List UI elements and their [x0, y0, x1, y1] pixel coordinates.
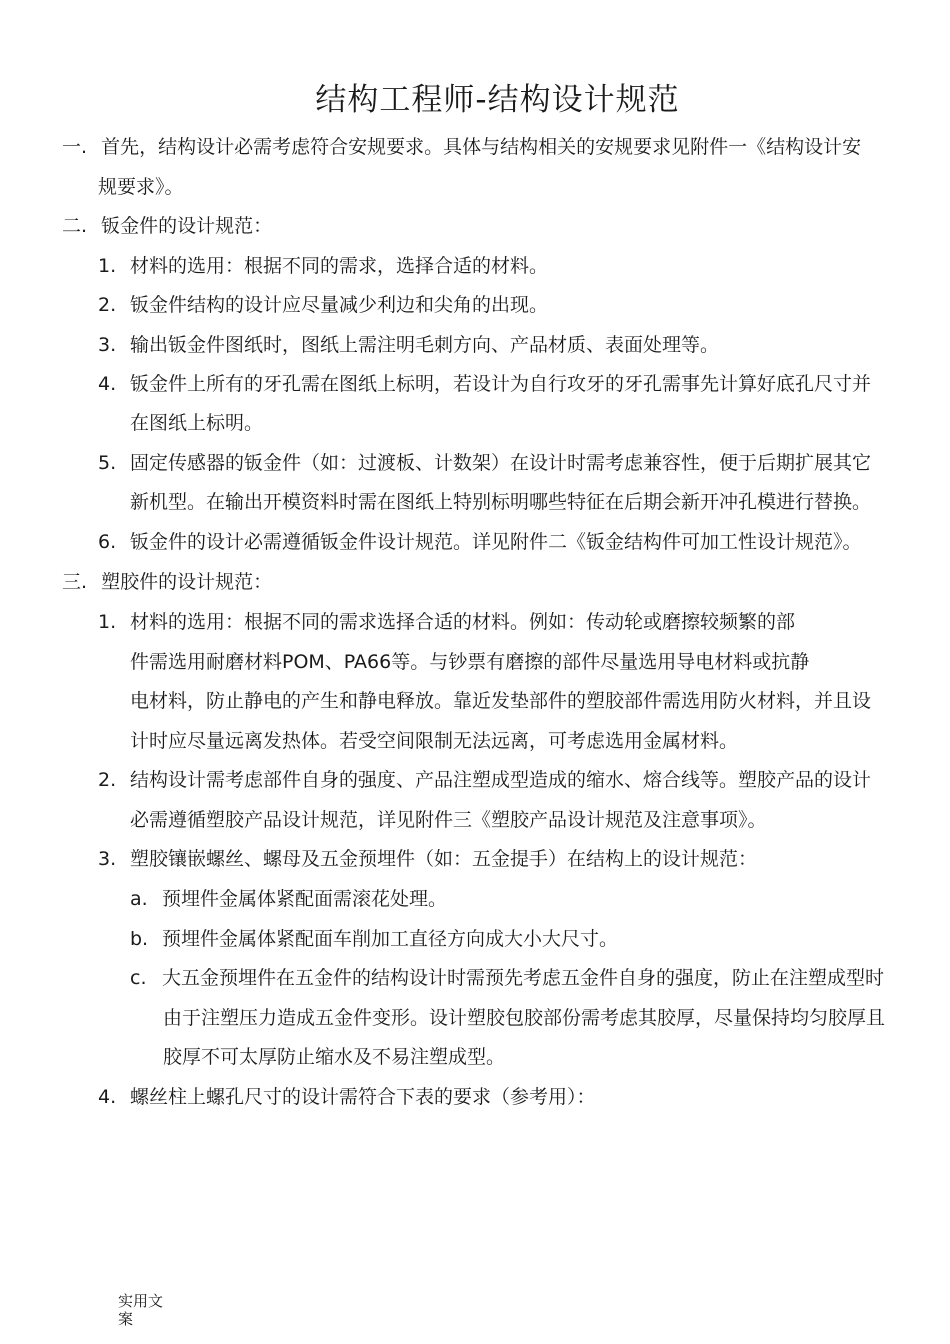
- list-item-text: 固定传感器的钣金件（如：过渡板、计数架）在设计时需考虑兼容性，便于后期扩展其它: [130, 452, 872, 474]
- s2-item-4: [98, 372, 871, 396]
- s3-item-1-cont-3: 计时应尽量远离发热体。若受空间限制无法远离，可考虑选用金属材料。: [130, 730, 739, 752]
- sublist-letter: c.: [130, 967, 147, 989]
- section-1-text: 首先，结构设计必需考虑符合安规要求。具体与结构相关的安规要求见附件一《结构设计安: [101, 136, 862, 158]
- sublist-letter: b.: [130, 928, 149, 950]
- s3-item-3: [98, 847, 757, 871]
- s3-item-2: [98, 768, 871, 792]
- s3-subitem-b: [130, 927, 618, 951]
- s3-subitem-c-cont-1: 由于注塑压力造成五金件变形。设计塑胶包胶部份需考虑其胶厚，尽量保持均匀胶厚且: [163, 1007, 886, 1029]
- list-item-text: 钣金件的设计必需遵循钣金件设计规范。详见附件二《钣金结构件可加工性设计规范》。: [130, 531, 862, 553]
- s3-item-1-cont-2: 电材料，防止静电的产生和静电释放。靠近发垫部件的塑胶部件需选用防火材料，并且设: [130, 690, 872, 712]
- list-number: 6.: [98, 531, 117, 553]
- footer-line-1: 实用文: [118, 1292, 164, 1310]
- section-1-marker: 一.: [62, 136, 88, 158]
- s2-item-6: [98, 530, 862, 554]
- list-number: 5.: [98, 452, 117, 474]
- list-number: 3.: [98, 848, 117, 870]
- section-3-marker: 三.: [62, 571, 88, 593]
- s3-item-1-cont-1: 件需选用耐磨材料POM、PA66等。与钞票有磨擦的部件尽量选用导电材料或抗静: [130, 651, 810, 673]
- s3-subitem-a: [130, 887, 447, 911]
- footer-line-2: 案: [118, 1310, 134, 1328]
- list-item-text: 钣金件结构的设计应尽量减少利边和尖角的出现。: [130, 294, 549, 316]
- section-1-line-2: 规要求》。: [98, 176, 184, 198]
- section-2-heading: [62, 214, 272, 238]
- list-number: 1.: [98, 611, 117, 633]
- section-3-heading: [62, 570, 272, 594]
- footer-note: [118, 1292, 178, 1328]
- list-item-text: 塑胶镶嵌螺丝、螺母及五金预埋件（如：五金提手）在结构上的设计规范：: [130, 848, 758, 870]
- page-title: 结构工程师-结构设计规范: [315, 82, 680, 118]
- s3-item-4: [98, 1085, 596, 1109]
- s3-item-1: [98, 610, 795, 634]
- s3-subitem-c: [130, 966, 884, 990]
- list-item-text: 钣金件上所有的牙孔需在图纸上标明，若设计为自行攻牙的牙孔需事先计算好底孔尺寸并: [130, 373, 872, 395]
- list-number: 2.: [98, 294, 117, 316]
- section-2-marker: 二.: [62, 215, 88, 237]
- sublist-item-text: 大五金预埋件在五金件的结构设计时需预先考虑五金件自身的强度，防止在注塑成型时: [162, 967, 885, 989]
- list-number: 4.: [98, 1086, 117, 1108]
- sublist-item-text: 预埋件金属体紧配面需滚花处理。: [162, 888, 448, 910]
- list-item-text: 结构设计需考虑部件自身的强度、产品注塑成型造成的缩水、熔合线等。塑胶产品的设计: [130, 769, 872, 791]
- sublist-letter: a.: [130, 888, 148, 910]
- list-item-text: 螺丝柱上螺孔尺寸的设计需符合下表的要求（参考用）：: [130, 1086, 596, 1108]
- s2-item-4-cont: 在图纸上标明。: [130, 412, 264, 434]
- list-number: 2.: [98, 769, 117, 791]
- list-number: 1.: [98, 255, 117, 277]
- list-item-text: 材料的选用：根据不同的需求选择合适的材料。例如：传动轮或磨擦较频繁的部: [130, 611, 796, 633]
- s2-item-1: [98, 254, 548, 278]
- s2-item-5: [98, 451, 871, 475]
- sublist-item-text: 预埋件金属体紧配面车削加工直径方向成大小大尺寸。: [162, 928, 619, 950]
- list-number: 4.: [98, 373, 117, 395]
- section-1-line-1: [62, 135, 861, 159]
- section-3-heading-text: 塑胶件的设计规范：: [101, 571, 273, 593]
- list-number: 3.: [98, 334, 117, 356]
- list-item-text: 材料的选用：根据不同的需求，选择合适的材料。: [130, 255, 549, 277]
- s3-item-2-cont: 必需遵循塑胶产品设计规范，详见附件三《塑胶产品设计规范及注意事项》。: [130, 809, 767, 831]
- section-2-heading-text: 钣金件的设计规范：: [101, 215, 273, 237]
- list-item-text: 输出钣金件图纸时，图纸上需注明毛刺方向、产品材质、表面处理等。: [130, 334, 720, 356]
- s2-item-5-cont: 新机型。在输出开模资料时需在图纸上特别标明哪些特征在后期会新开冲孔模进行替换。: [130, 491, 872, 513]
- s2-item-2: [98, 293, 548, 317]
- s3-subitem-c-cont-2: 胶厚不可太厚防止缩水及不易注塑成型。: [163, 1046, 506, 1068]
- s2-item-3: [98, 333, 719, 357]
